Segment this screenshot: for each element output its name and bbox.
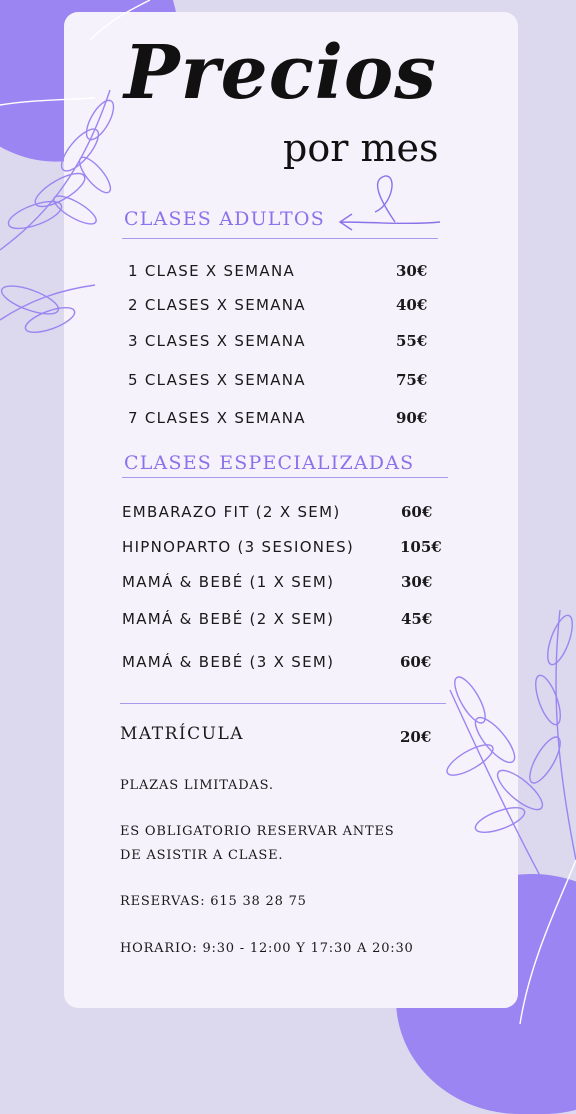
divider: [122, 238, 438, 239]
price-row: [0, 332, 576, 356]
matricula-label: MATRÍCULA: [120, 724, 245, 744]
class-price: 60€: [401, 503, 433, 521]
class-name: 1 CLASE X SEMANA: [128, 262, 296, 280]
class-name: 2 CLASES X SEMANA: [128, 296, 306, 314]
matricula-price: 20€: [400, 728, 432, 746]
class-price: 30€: [401, 573, 433, 591]
note-reservar-line2: DE ASISTIR A CLASE.: [120, 848, 284, 863]
class-price: 45€: [401, 610, 433, 628]
note-reservas-phone: RESERVAS: 615 38 28 75: [120, 894, 307, 909]
note-reservar-line1: ES OBLIGATORIO RESERVAR ANTES: [120, 824, 395, 839]
note-plazas: PLAZAS LIMITADAS.: [120, 778, 274, 793]
class-name: MAMÁ & BEBÉ (3 X SEM): [122, 653, 335, 671]
divider: [120, 703, 446, 704]
section-heading-especializadas: CLASES ESPECIALIZADAS: [124, 452, 415, 474]
page-subtitle: por mes: [283, 126, 439, 170]
class-price: 55€: [396, 332, 428, 350]
class-name: EMBARAZO FIT (2 X SEM): [122, 503, 341, 521]
class-name: 3 CLASES X SEMANA: [128, 332, 306, 350]
page-title: Precios: [124, 30, 437, 116]
note-horario: HORARIO: 9:30 - 12:00 Y 17:30 A 20:30: [120, 941, 414, 956]
class-price: 105€: [400, 538, 442, 556]
class-name: MAMÁ & BEBÉ (1 X SEM): [122, 573, 335, 591]
class-name: 5 CLASES X SEMANA: [128, 371, 306, 389]
class-price: 90€: [396, 409, 428, 427]
price-row: [0, 371, 576, 395]
price-row: [0, 296, 576, 320]
price-row: [0, 538, 576, 562]
price-row: [0, 262, 576, 286]
price-row: [0, 503, 576, 527]
price-row: [0, 653, 576, 677]
section-heading-adultos: CLASES ADULTOS: [124, 208, 325, 230]
class-price: 40€: [396, 296, 428, 314]
price-row: [0, 409, 576, 433]
class-price: 60€: [400, 653, 432, 671]
class-name: 7 CLASES X SEMANA: [128, 409, 306, 427]
price-row: [0, 610, 576, 634]
class-price: 75€: [396, 371, 428, 389]
class-name: HIPNOPARTO (3 SESIONES): [122, 538, 355, 556]
class-name: MAMÁ & BEBÉ (2 X SEM): [122, 610, 335, 628]
class-price: 30€: [396, 262, 428, 280]
price-row: [0, 573, 576, 597]
divider: [122, 477, 448, 478]
